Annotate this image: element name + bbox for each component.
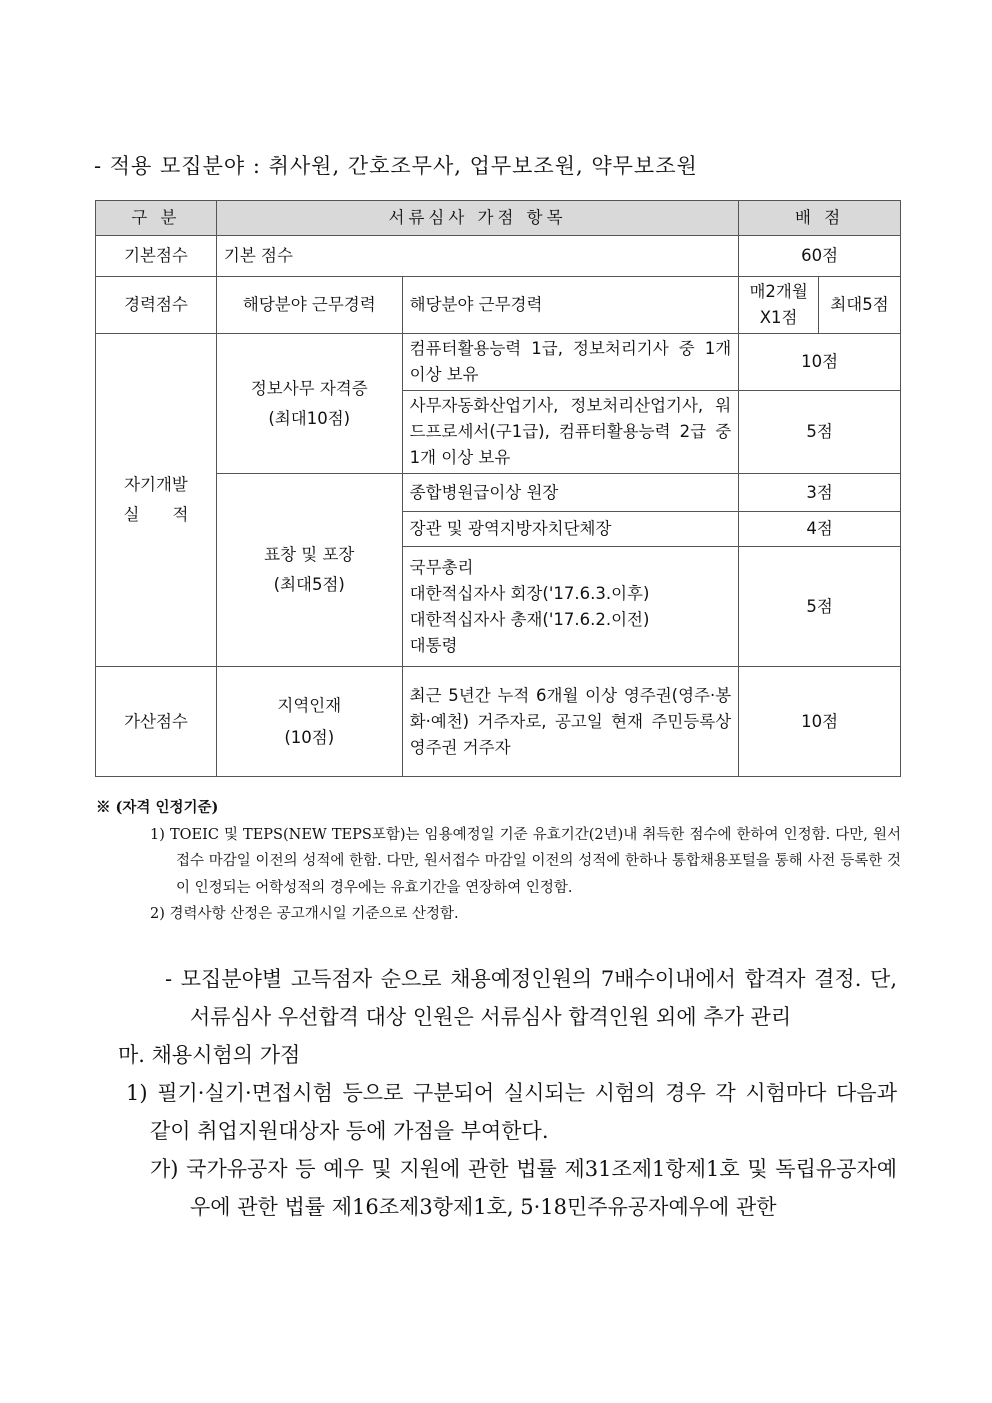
note-item-1: 1) TOEIC 및 TEPS(NEW TEPS포함)는 임용예정일 기준 유효기간(2년)내 취득한 점수에 한하여 인정함. 다만, 원서접수 마감일 이전의 성적에 한함. 다만, 원서접수 마감일 이전의 성적에 한하나 통합채용포털을 통해 사전 등록한 것이 인정되는 어학성적의 경우에는 유효기간을 연장하여 인정함. — [150, 826, 901, 896]
award-item-3: 국무총리 대한적십자사 회장('17.6.3.이후) 대한적십자사 총재('17.6.2.이전) 대통령 — [402, 547, 739, 667]
award-group: 표창 및 포장 (최대5점) — [216, 474, 402, 667]
bonus-score: 10점 — [739, 667, 901, 777]
table-row — [96, 277, 901, 334]
cert-score-1: 10점 — [739, 334, 901, 391]
header-category: 구 분 — [96, 201, 217, 236]
table-row — [96, 667, 901, 777]
section-item-1a: 가) 국가유공자 등 예우 및 지원에 관한 법률 제31조제1항제1호 및 독립유공자예우에 관한 법률 제16조제3항제1호, 5·18민주유공자예우에 관한 — [150, 1157, 897, 1219]
basic-category: 기본점수 — [96, 236, 217, 277]
qualification-notes — [96, 795, 901, 928]
section-item-1: 1) 필기·실기·면접시험 등으로 구분되어 실시되는 시험의 경우 각 시험마다 다음과 같이 취업지원대상자 등에 가점을 부여한다. — [126, 1081, 897, 1143]
cert-group: 정보사무 자격증 (최대10점) — [216, 334, 402, 474]
note-item-2: 2) 경력사항 산정은 공고개시일 기준으로 산정함. — [150, 906, 459, 922]
notes-heading: ※ (자격 인정기준) — [96, 799, 219, 816]
self-dev-category: 자기개발 실 적 — [96, 334, 217, 667]
cert-item-1: 컴퓨터활용능력 1급, 정보처리기사 중 1개 이상 보유 — [402, 334, 739, 391]
intro-line: - 적용 모집분야 : 취사원, 간호조무사, 업무보조원, 약무보조원 — [94, 154, 698, 178]
award-item-1: 종합병원급이상 원장 — [402, 474, 739, 512]
career-item: 해당분야 근무경력 — [402, 277, 739, 334]
career-max: 최대5점 — [819, 277, 901, 334]
award-item-2: 장관 및 광역지방자치단체장 — [402, 512, 739, 547]
bonus-item: 최근 5년간 누적 6개월 이상 영주권(영주·봉화·예천) 거주자로, 공고일 현재 주민등록상 영주권 거주자 — [402, 667, 739, 777]
bonus-category: 가산점수 — [96, 667, 217, 777]
basic-score: 60점 — [739, 236, 901, 277]
cert-score-2: 5점 — [739, 391, 901, 474]
cert-item-2: 사무자동화산업기사, 정보처리산업기사, 워드프로세서(구1급), 컴퓨터활용능력 2급 중 1개 이상 보유 — [402, 391, 739, 474]
table-row — [96, 474, 901, 512]
career-category: 경력점수 — [96, 277, 217, 334]
section-heading: 마. 채용시험의 가점 — [118, 1043, 301, 1067]
selection-bullet: - 모집분야별 고득점자 순으로 채용예정인원의 7배수이내에서 합격자 결정. 단, 서류심사 우선합격 대상 인원은 서류심사 합격인원 외에 추가 관리 — [165, 967, 897, 1029]
header-score: 배 점 — [739, 201, 901, 236]
bonus-sub: 지역인재 (10점) — [216, 667, 402, 777]
award-score-2: 4점 — [739, 512, 901, 547]
career-sub: 해당분야 근무경력 — [216, 277, 402, 334]
award-score-3: 5점 — [739, 547, 901, 667]
table-row — [96, 236, 901, 277]
table-header-row — [96, 201, 901, 236]
award-score-1: 3점 — [739, 474, 901, 512]
table-row — [96, 334, 901, 391]
bonus-score-table — [95, 200, 901, 777]
career-rate: 매2개월 X1점 — [739, 277, 819, 334]
basic-item: 기본 점수 — [216, 236, 738, 277]
header-item: 서류심사 가점 항목 — [216, 201, 738, 236]
body-text — [0, 960, 992, 1226]
